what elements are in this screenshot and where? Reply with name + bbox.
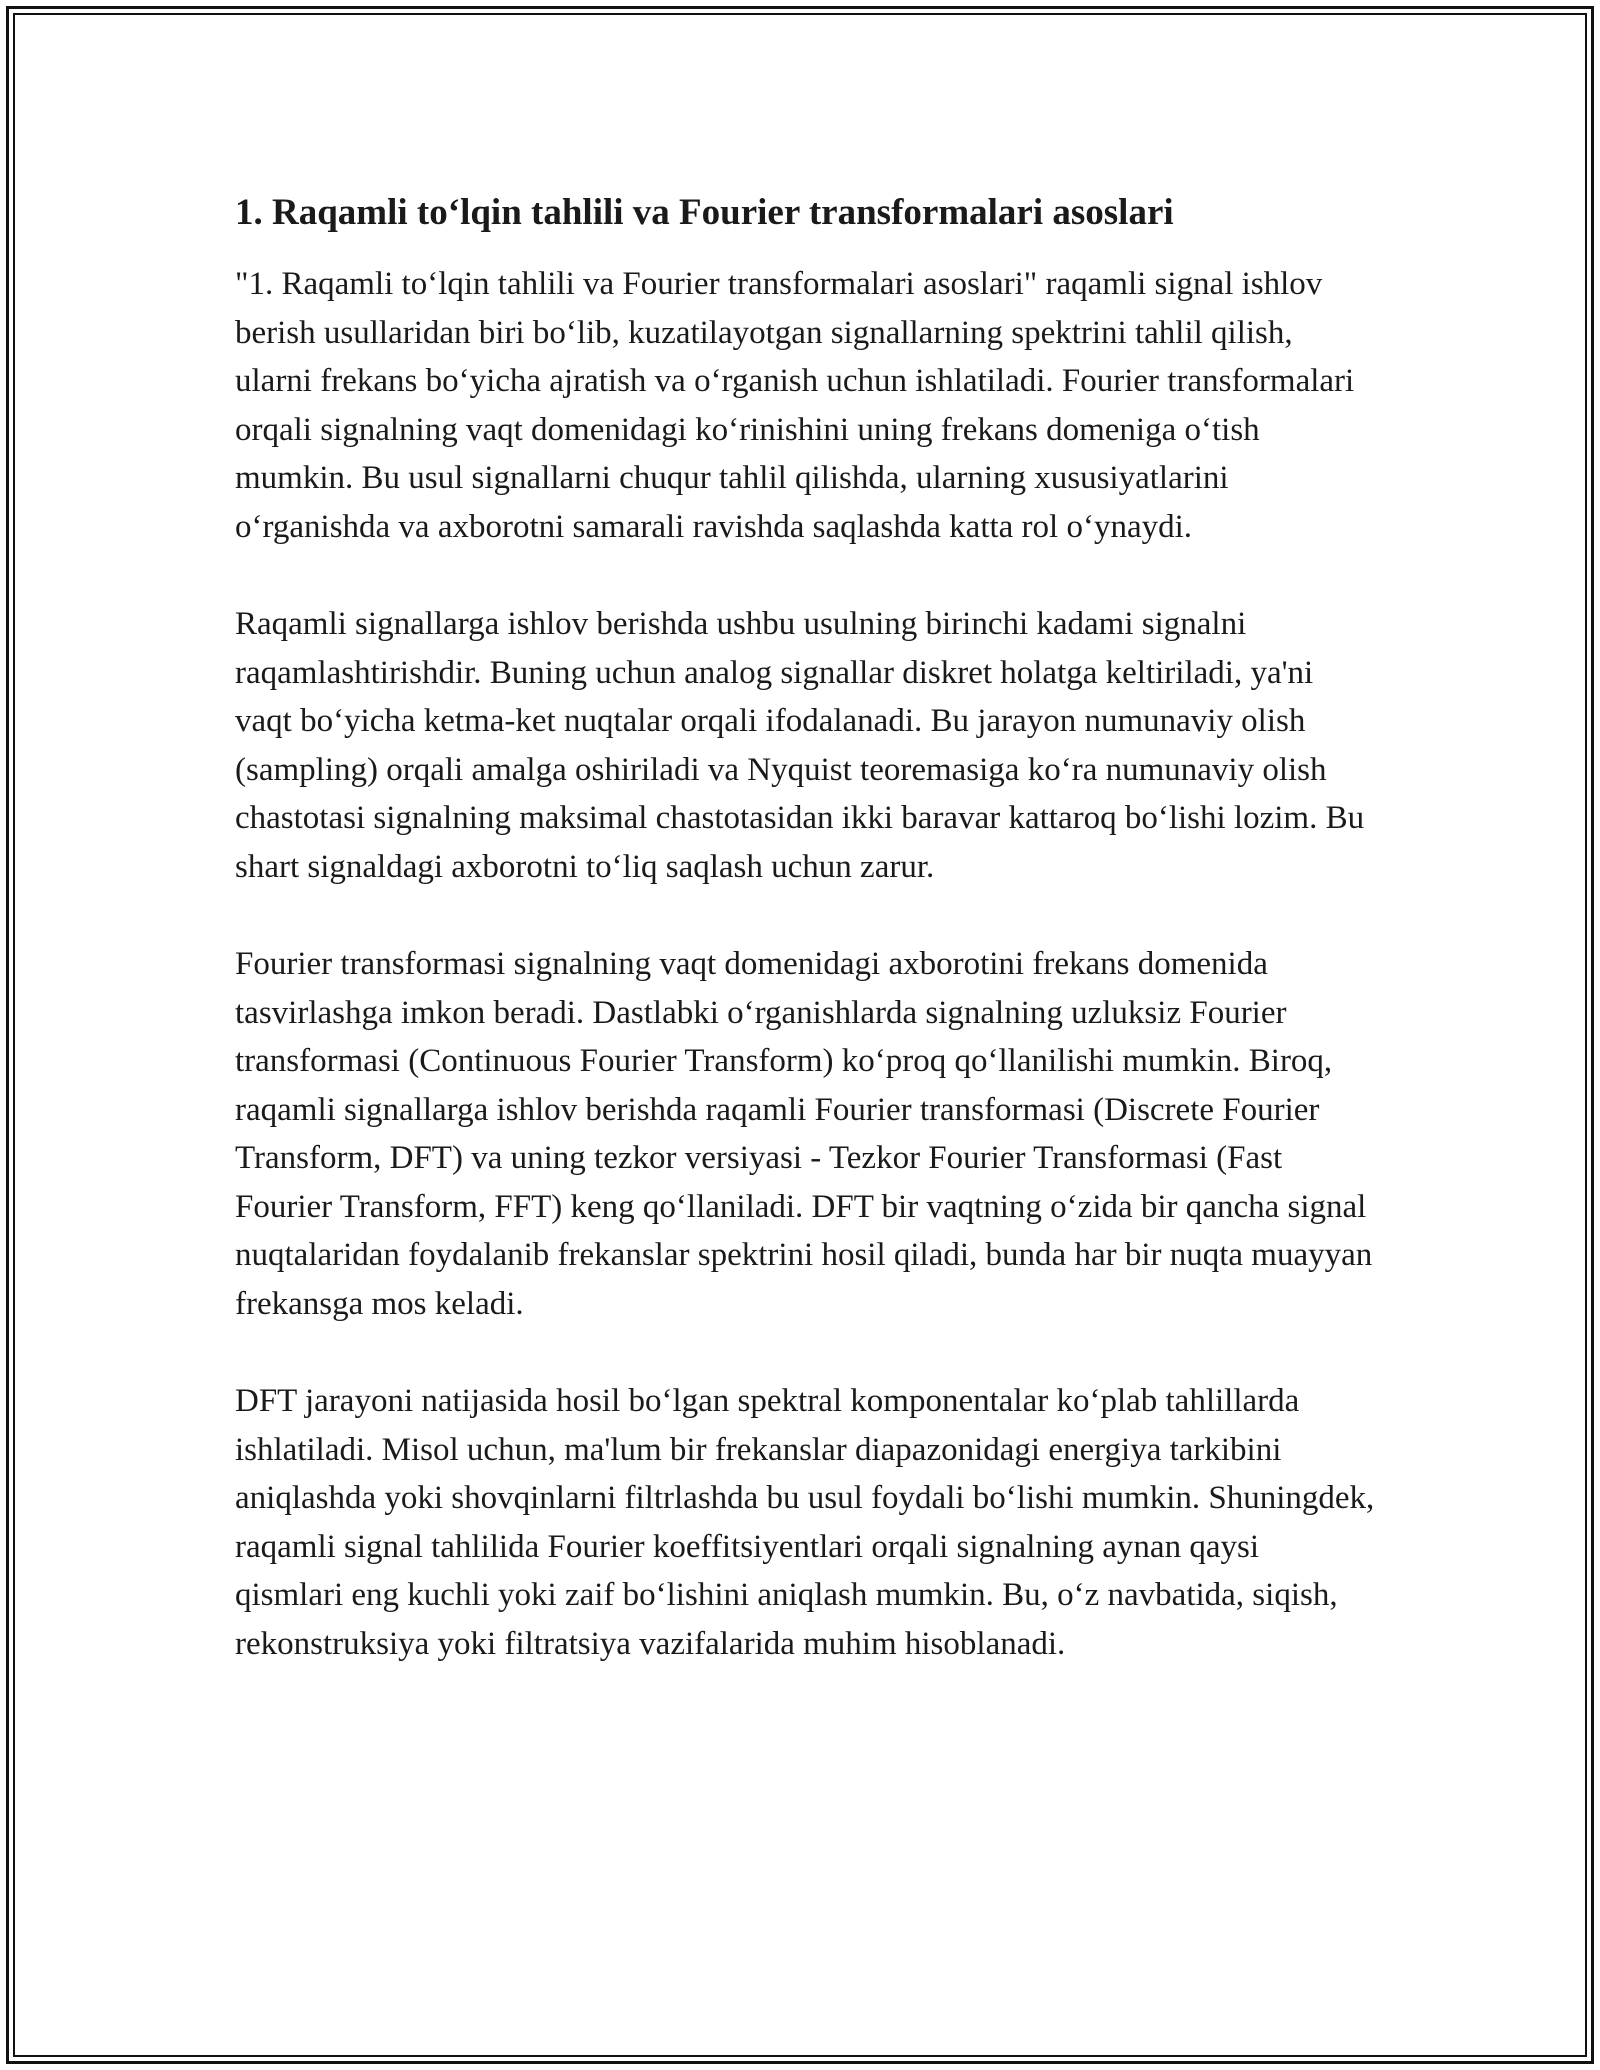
document-title: 1. Raqamli to‘lqin tahlili va Fourier transformalari asoslari	[235, 192, 1174, 233]
paragraph-3: Fourier transformasi signalning vaqt domenidagi axborotini frekans domenida tasvirlashga imkon beradi. Dastlabki o‘rganishlarda signalning uzluksiz Fourier transformasi (Continuous Fourier Transform) ko‘proq qo‘llanilishi mumkin. Biroq, raqamli signallarga ishlov berishda raqamli Fourier transformasi (Discrete Fourier Transform, DFT) va uning tezkor versiyasi - Tezkor Fourier Transformasi (Fast Fourier Transform, FFT) keng qo‘llaniladi. DFT bir vaqtning o‘zida bir qancha signal nuqtalaridan foydalanib frekanslar spektrini hosil qiladi, bunda har bir nuqta muayyan frekansga mos keladi.	[235, 946, 1373, 1322]
paragraph-2: Raqamli signallarga ishlov berishda ushbu usulning birinchi kadami signalni raqamlashtirishdir. Buning uchun analog signallar diskret holatga keltiriladi, ya'ni vaqt bo‘yicha ketma-ket nuqtalar orqali ifodalanadi. Bu jarayon numunaviy olish (sampling) orqali amalga oshiriladi va Nyquist teoremasiga ko‘ra numunaviy olish chastotasi signalning maksimal chastotasidan ikki baravar kattaroq bo‘lishi lozim. Bu shart signaldagi axborotni to‘liq saqlash uchun zarur.	[235, 606, 1365, 885]
paragraph-4: DFT jarayoni natijasida hosil bo‘lgan spektral komponentalar ko‘plab tahlillarda ishlatiladi. Misol uchun, ma'lum bir frekanslar diapazonidagi energiya tarkibini aniqlashda yoki shovqinlarni filtrlashda bu usul foydali bo‘lishi mumkin. Shuningdek, raqamli signal tahlilida Fourier koeffitsiyentlari orqali signalning aynan qaysi qismlari eng kuchli yoki zaif bo‘lishini aniqlash mumkin. Bu, o‘z navbatida, siqish, rekonstruksiya yoki filtratsiya vazifalarida muhim hisoblanadi.	[235, 1383, 1375, 1662]
document-body	[235, 186, 1375, 1717]
paragraph-1: "1. Raqamli to‘lqin tahlili va Fourier transformalari asoslari" raqamli signal ishlov berish usullaridan biri bo‘lib, kuzatilayotgan signallarning spektrini tahlil qilish, ularni frekans bo‘yicha ajratish va o‘rganish uchun ishlatiladi. Fourier transformalari orqali signalning vaqt domenidagi ko‘rinishini uning frekans domeniga o‘tish mumkin. Bu usul signallarni chuqur tahlil qilishda, ularning xususiyatlarini o‘rganishda va axborotni samarali ravishda saqlashda katta rol o‘ynaydi.	[235, 266, 1355, 545]
